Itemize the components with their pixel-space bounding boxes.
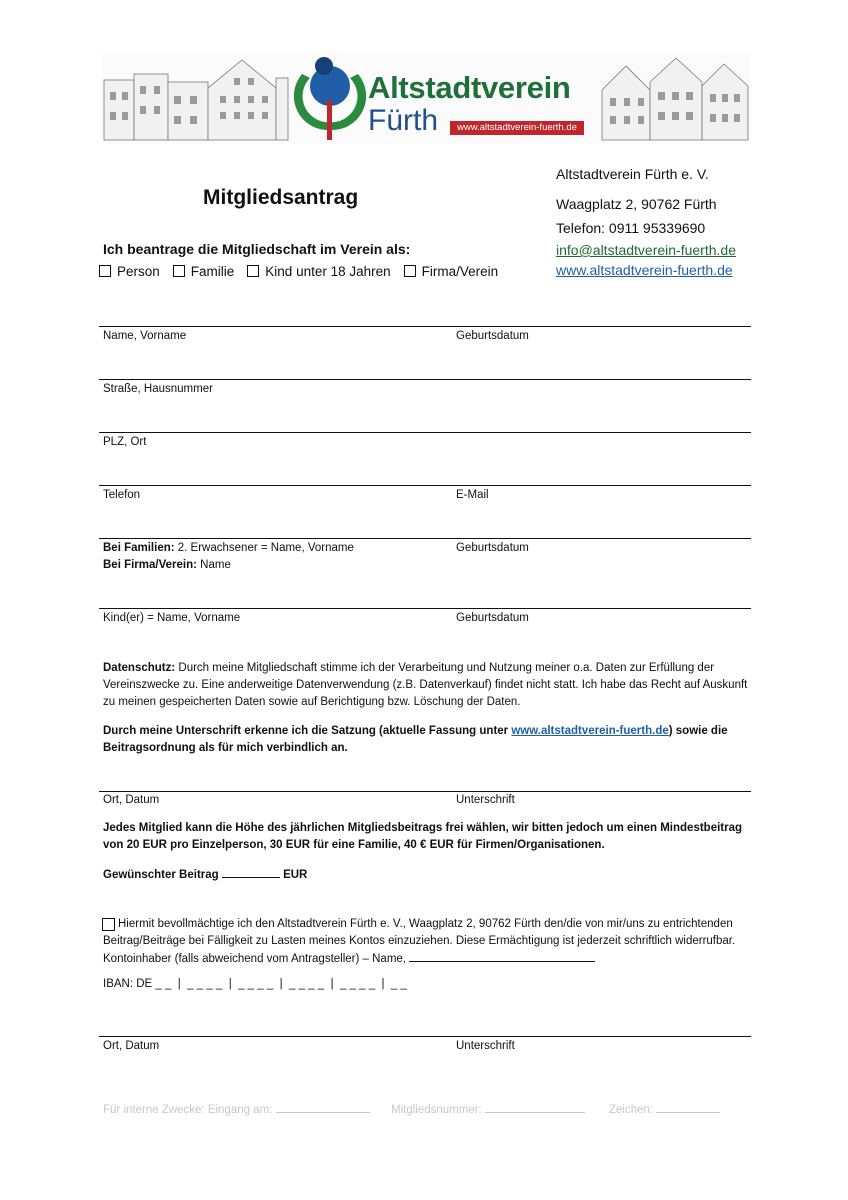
checkbox-company[interactable]	[404, 265, 416, 277]
fee-wish: Gewünschter Beitrag EUR	[103, 866, 753, 884]
option-child[interactable]: Kind unter 18 Jahren	[247, 264, 390, 279]
membership-intro: Ich beantrage die Mitgliedschaft im Verein als:	[103, 241, 411, 257]
label-birthdate-3: Geburtsdatum	[456, 612, 529, 624]
checkbox-child[interactable]	[247, 265, 259, 277]
fee-note: Jedes Mitglied kann die Höhe des jährlichen Mitgliedsbeitrags frei wählen, wir bitten jedoch um einen Mindestbeitrag von 20 EUR pro Einzelperson, 30 EUR für eine Familie, 40 € EUR für Firmen/Organisationen.	[103, 822, 743, 851]
org-phone: Telefon: 0911 95339690	[556, 220, 706, 236]
form-title: Mitgliedsantrag	[203, 186, 359, 209]
org-web-link[interactable]: www.altstadtverein-fuerth.de	[556, 262, 733, 278]
logo-url-badge: www.altstadtverein-fuerth.de	[450, 121, 584, 135]
checkbox-family[interactable]	[173, 265, 185, 277]
footer-member-number: Mitgliedsnummer:	[391, 1102, 585, 1116]
label-place-date: Ort, Datum	[103, 794, 160, 806]
option-person[interactable]: Person	[99, 264, 160, 279]
label-company: Bei Firma/Verein: Name	[103, 559, 231, 571]
statute-paragraph: Durch meine Unterschrift erkenne ich die Satzung (aktuelle Fassung unter www.altstadtverein-fuerth.de) sowie die Beitragsordnung als für mich verbindlich an.	[103, 725, 728, 754]
account-holder-blank[interactable]	[409, 950, 595, 962]
signature-rule	[99, 791, 751, 792]
label-name: Name, Vorname	[103, 330, 187, 342]
footer-sign: Zeichen:	[609, 1102, 720, 1116]
option-company[interactable]: Firma/Verein	[404, 264, 499, 279]
label-family: Bei Familien: 2. Erwachsener = Name, Vorname	[103, 542, 354, 554]
field-rule	[99, 326, 751, 327]
label-signature: Unterschrift	[456, 794, 515, 806]
label-city: PLZ, Ort	[103, 436, 147, 448]
org-street: Waagplatz 2, 90762 Fürth	[556, 196, 717, 212]
org-name: Altstadtverein Fürth e. V.	[556, 166, 709, 182]
checkbox-person[interactable]	[99, 265, 111, 277]
privacy-paragraph: Datenschutz: Durch meine Mitgliedschaft stimme ich der Verarbeitung und Nutzung meiner o.a. Daten zur Erfüllung der Vereinszwecke zu. Eine anderweitige Datenverwendung (z.B. Datenverkauf) findet nicht statt. Ich habe das Recht auf Auskunft zu meinen gespeicherten Daten sowie auf Berichtigung bzw. Löschung der Daten.	[103, 662, 748, 708]
field-rule	[99, 379, 751, 380]
option-family[interactable]: Familie	[173, 264, 235, 279]
field-rule	[99, 608, 751, 609]
membership-type-options	[99, 262, 511, 280]
field-rule	[99, 538, 751, 539]
field-rule	[99, 485, 751, 486]
logo-subtitle: Fürth	[368, 104, 439, 137]
label-street: Straße, Hausnummer	[103, 383, 213, 395]
fee-amount-blank[interactable]	[222, 866, 280, 878]
label-children: Kind(er) = Name, Vorname	[103, 612, 241, 624]
statute-link[interactable]: www.altstadtverein-fuerth.de	[511, 725, 669, 737]
label-birthdate: Geburtsdatum	[456, 330, 529, 342]
label-phone: Telefon	[103, 489, 141, 501]
sepa-paragraph: Hiermit bevollmächtige ich den Altstadtverein Fürth e. V., Waagplatz 2, 90762 Fürth den/die von mir/uns zu entrichtenden Beitrag/Beiträge bei Fälligkeit zu Lasten meines Kontos einzuziehen. Diese Ermächtigung ist jederzeit schriftlich widerrufbar. Kontoinhaber (falls abweichend vom Antragsteller) – Name,	[103, 918, 736, 965]
iban-field[interactable]: IBAN: DE _ _ | _ _ _ _ | _ _ _ _ | _ _ _ _ | _ _ _ _ | _ _	[103, 978, 407, 990]
label-place-date-2: Ort, Datum	[103, 1040, 160, 1052]
label-email: E-Mail	[456, 489, 489, 501]
org-email-link[interactable]: info@altstadtverein-fuerth.de	[556, 242, 736, 258]
signature-rule-2	[99, 1036, 751, 1037]
logo-title: Altstadtverein	[368, 70, 571, 105]
label-birthdate-2: Geburtsdatum	[456, 542, 529, 554]
label-signature-2: Unterschrift	[456, 1040, 515, 1052]
field-rule	[99, 432, 751, 433]
footer-received: Für interne Zwecke: Eingang am:	[103, 1102, 370, 1116]
